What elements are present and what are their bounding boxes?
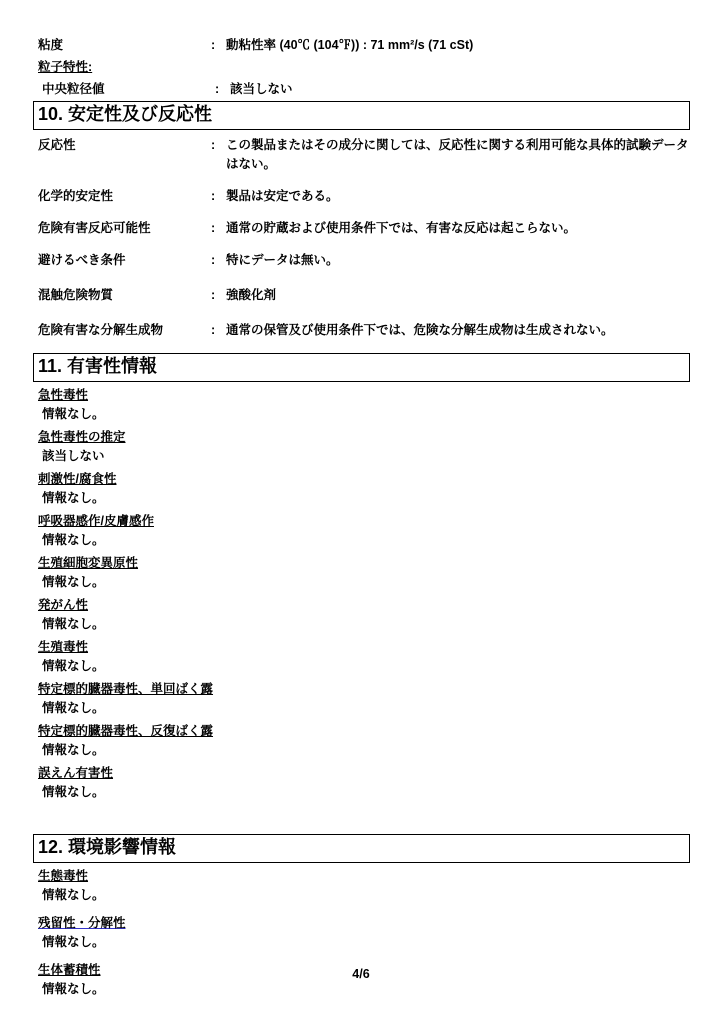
property-row-incompatible-materials bbox=[33, 286, 690, 305]
property-row-viscosity bbox=[33, 36, 690, 55]
colon-separator: : bbox=[215, 82, 220, 96]
colon-separator: : bbox=[211, 221, 216, 235]
hazard-value: 該当しない bbox=[42, 449, 105, 463]
property-row-reactivity bbox=[33, 136, 690, 174]
hazard-item-aspiration-hazard bbox=[33, 764, 690, 801]
hazard-value: 情報なし。 bbox=[42, 701, 105, 715]
page-number: 4/6 bbox=[352, 967, 370, 981]
property-value: 製品は安定である。 bbox=[226, 189, 339, 203]
hazard-item-irritation-corrosion bbox=[33, 470, 690, 507]
property-value: 通常の貯蔵および使用条件下では、有害な反応は起こらない。 bbox=[226, 221, 577, 235]
property-label: 混触危険物質 bbox=[38, 288, 114, 302]
hazard-heading: 特定標的臓器毒性、単回ばく露 bbox=[38, 682, 214, 696]
colon-separator: : bbox=[211, 189, 216, 203]
eco-heading: 残留性・分解性 bbox=[38, 916, 126, 930]
hazard-item-stot-repeated-exposure bbox=[33, 722, 690, 759]
property-value: 特にデータは無い。 bbox=[226, 253, 339, 267]
hazard-value: 情報なし。 bbox=[42, 407, 105, 421]
property-label: 避けるべき条件 bbox=[38, 253, 126, 267]
eco-value: 情報なし。 bbox=[42, 888, 105, 902]
hazard-item-acute-toxicity-estimate bbox=[33, 428, 690, 465]
eco-heading: 生体蓄積性 bbox=[38, 963, 101, 977]
hazard-heading: 刺激性/腐食性 bbox=[38, 472, 117, 486]
section-11-header: 11. 有害性情報 bbox=[33, 353, 690, 382]
eco-item-persistence-degradability bbox=[33, 914, 690, 951]
sds-page bbox=[33, 36, 690, 998]
hazard-item-reproductive-toxicity bbox=[33, 638, 690, 675]
hazard-item-stot-single-exposure bbox=[33, 680, 690, 717]
colon-separator: : bbox=[211, 253, 216, 267]
property-value: この製品またはその成分に関しては、反応性に関する利用可能な具体的試験データはない。 bbox=[226, 138, 689, 171]
hazard-value: 情報なし。 bbox=[42, 575, 105, 589]
property-value: 該当しない bbox=[230, 82, 293, 96]
hazard-heading: 呼吸器感作/皮膚感作 bbox=[38, 514, 154, 528]
hazard-value: 情報なし。 bbox=[42, 533, 105, 547]
eco-heading: 生態毒性 bbox=[38, 869, 89, 883]
particle-characteristics-heading: 粒子特性: bbox=[38, 60, 93, 74]
colon-separator: : bbox=[211, 288, 216, 302]
hazard-heading: 急性毒性の推定 bbox=[38, 430, 126, 444]
section-10-header: 10. 安定性及び反応性 bbox=[33, 101, 690, 130]
eco-item-ecotoxicity bbox=[33, 867, 690, 904]
eco-value: 情報なし。 bbox=[42, 935, 105, 949]
hazard-heading: 生殖細胞変異原性 bbox=[38, 556, 139, 570]
colon-separator: : bbox=[211, 138, 216, 152]
property-label: 危険有害反応可能性 bbox=[38, 221, 151, 235]
property-label: 中央粒径値 bbox=[42, 82, 105, 96]
section-12-header: 12. 環境影響情報 bbox=[33, 834, 690, 863]
particle-characteristics-heading-row bbox=[33, 58, 690, 77]
hazard-item-carcinogenicity bbox=[33, 596, 690, 633]
property-value: 強酸化剤 bbox=[226, 288, 277, 302]
property-label: 反応性 bbox=[38, 138, 76, 152]
hazard-heading: 生殖毒性 bbox=[38, 640, 89, 654]
property-row-hazardous-reactions bbox=[33, 219, 690, 238]
hazard-value: 情報なし。 bbox=[42, 785, 105, 799]
property-label: 化学的安定性 bbox=[38, 189, 114, 203]
hazard-item-acute-toxicity bbox=[33, 386, 690, 423]
hazard-value: 情報なし。 bbox=[42, 743, 105, 757]
property-value: 通常の保管及び使用条件下では、危険な分解生成物は生成されない。 bbox=[226, 323, 614, 337]
hazard-heading: 誤えん有害性 bbox=[38, 766, 114, 780]
hazard-item-germ-cell-mutagenicity bbox=[33, 554, 690, 591]
hazard-heading: 特定標的臓器毒性、反復ばく露 bbox=[38, 724, 214, 738]
property-label: 粘度 bbox=[38, 38, 64, 52]
property-value: 動粘性率 (40℃ (104℉)) : 71 mm²/s (71 cSt) bbox=[226, 38, 474, 52]
hazard-heading: 急性毒性 bbox=[38, 388, 89, 402]
hazard-value: 情報なし。 bbox=[42, 491, 105, 505]
eco-value: 情報なし。 bbox=[42, 982, 105, 996]
property-row-chemical-stability bbox=[33, 187, 690, 206]
colon-separator: : bbox=[211, 38, 216, 52]
property-row-median-particle-size bbox=[33, 80, 690, 99]
hazard-item-sensitization bbox=[33, 512, 690, 549]
property-row-conditions-to-avoid bbox=[33, 251, 690, 270]
colon-separator: : bbox=[211, 323, 216, 337]
property-label: 危険有害な分解生成物 bbox=[38, 323, 164, 337]
hazard-value: 情報なし。 bbox=[42, 617, 105, 631]
property-row-decomposition-products bbox=[33, 321, 690, 340]
hazard-value: 情報なし。 bbox=[42, 659, 105, 673]
hazard-heading: 発がん性 bbox=[38, 598, 89, 612]
